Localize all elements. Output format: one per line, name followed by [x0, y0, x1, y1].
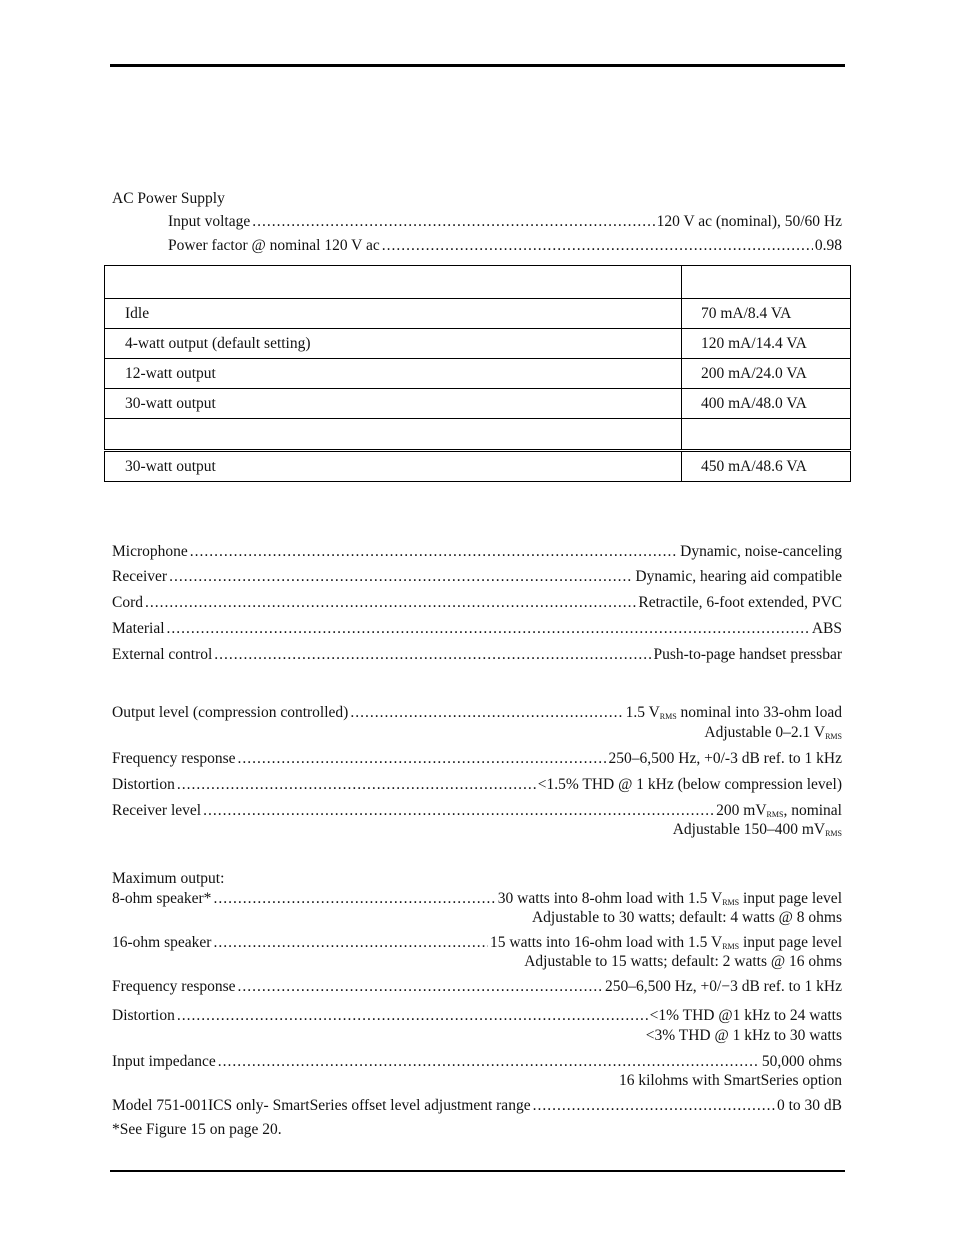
table-cell: 400 mA/48.0 VA	[682, 389, 851, 419]
ac-power-heading: AC Power Supply	[112, 190, 225, 207]
spec-microphone	[112, 541, 842, 563]
spec-value: 1.5 $V_{RMS}$ nominal into 33-ohm load	[625, 704, 842, 721]
spec-external-control	[112, 644, 842, 666]
spec-label: Power factor @ nominal 120 V ac	[168, 237, 380, 254]
max-output-label: Maximum output:	[112, 870, 225, 887]
table-row	[105, 299, 851, 329]
spec-label: Distortion	[112, 1007, 175, 1024]
leader-dots	[145, 592, 636, 614]
leader-dots	[213, 888, 495, 910]
spec-amp-distortion	[112, 1005, 842, 1027]
spec-label: 8-ohm speaker*	[112, 890, 212, 907]
spec-label: Frequency response	[112, 978, 236, 995]
spec-value: Dynamic, noise-canceling	[680, 543, 842, 560]
table-cell: 200 mA/24.0 VA	[682, 359, 851, 389]
spec-distortion	[112, 774, 842, 796]
spec-receiver-level	[112, 800, 842, 822]
footnote: *See Figure 15 on page 20.	[112, 1121, 282, 1138]
table-row	[105, 359, 851, 389]
table-cell: 4-watt output (default setting)	[105, 329, 682, 359]
spec-input-voltage	[168, 211, 842, 233]
header-rule	[110, 64, 845, 67]
spec-16-ohm-adjust: Adjustable to 15 watts; default: 2 watts @ 16 ohms	[524, 953, 842, 970]
spec-8-ohm-adjust: Adjustable to 30 watts; default: 4 watts @ 8 ohms	[531, 909, 842, 926]
leader-dots	[252, 211, 654, 233]
leader-dots	[177, 774, 536, 796]
spec-frequency-response	[112, 748, 842, 770]
spec-amp-distortion-line2: <3% THD @ 1 kHz to 30 watts	[645, 1027, 842, 1044]
footer-rule	[110, 1170, 845, 1172]
spec-amp-frequency-response	[112, 976, 842, 998]
table-header-cell	[105, 266, 682, 299]
spec-value: 30 watts into 8-ohm load with 1.5 $V_{RMS}$ input page level	[497, 890, 842, 907]
spec-value: 0.98	[814, 237, 842, 254]
spec-value: 120 V ac (nominal), 50/60 Hz	[656, 213, 842, 230]
leader-dots	[203, 800, 714, 822]
leader-dots	[169, 566, 633, 588]
spec-value: <1.5% THD @ 1 kHz (below compression level)	[537, 776, 842, 793]
spec-label: Input voltage	[168, 213, 251, 230]
spec-value: 15 watts into 16-ohm load with 1.5 $V_{RMS}$ input page level	[490, 934, 842, 951]
spec-output-level-adjust: Adjustable 0–2.1 $V_{RMS}$	[704, 724, 842, 741]
table-header-row	[105, 266, 851, 299]
spec-value: Retractile, 6-foot extended, PVC	[638, 594, 842, 611]
spec-receiver	[112, 566, 842, 588]
leader-dots	[382, 235, 813, 257]
table-cell: 30-watt output	[105, 451, 682, 482]
leader-dots	[218, 1051, 760, 1073]
spec-label: External control	[112, 646, 213, 663]
spec-8-ohm-speaker	[112, 888, 842, 910]
spec-input-impedance	[112, 1051, 842, 1073]
table-cell: Idle	[105, 299, 682, 329]
table-section-cell	[105, 419, 682, 451]
leader-dots	[190, 541, 678, 563]
table-section-row	[105, 419, 851, 451]
table-cell: 120 mA/14.4 VA	[682, 329, 851, 359]
spec-label: Output level (compression controlled)	[112, 704, 349, 721]
spec-material	[112, 618, 842, 640]
spec-value: 250–6,500 Hz, +0/−3 dB ref. to 1 kHz	[604, 978, 842, 995]
spec-value: Push-to-page handset pressbar	[653, 646, 842, 663]
spec-offset-range	[112, 1095, 842, 1117]
spec-label: Receiver level	[112, 802, 202, 819]
table-cell: 30-watt output	[105, 389, 682, 419]
spec-label: Distortion	[112, 776, 175, 793]
leader-dots	[238, 748, 607, 770]
leader-dots	[213, 932, 488, 954]
spec-value: 250–6,500 Hz, +0/-3 dB ref. to 1 kHz	[608, 750, 842, 767]
spec-label: Cord	[112, 594, 143, 611]
table-row	[105, 389, 851, 419]
spec-receiver-level-adjust: Adjustable 150–400 $mV_{RMS}$	[672, 821, 842, 838]
spec-value: ABS	[811, 620, 842, 637]
spec-value: 200 $mV_{RMS}$, nominal	[716, 802, 842, 819]
leader-dots	[238, 976, 603, 998]
table-section-cell	[682, 419, 851, 451]
spec-value: 50,000 ohms	[761, 1053, 842, 1070]
table-cell: 70 mA/8.4 VA	[682, 299, 851, 329]
spec-label: 16-ohm speaker	[112, 934, 212, 951]
leader-dots	[177, 1005, 648, 1027]
spec-power-factor	[168, 235, 842, 257]
power-consumption-table	[104, 265, 851, 482]
spec-16-ohm-speaker	[112, 932, 842, 954]
spec-value: <1% THD @1 kHz to 24 watts	[649, 1007, 842, 1024]
spec-label: Receiver	[112, 568, 168, 585]
spec-cord	[112, 592, 842, 614]
table-cell: 12-watt output	[105, 359, 682, 389]
spec-label: Input impedance	[112, 1053, 216, 1070]
table-row	[105, 329, 851, 359]
spec-label: Material	[112, 620, 165, 637]
table-header-cell	[682, 266, 851, 299]
leader-dots	[533, 1095, 775, 1117]
spec-value: 0 to 30 dB	[776, 1097, 842, 1114]
spec-label: Microphone	[112, 543, 188, 560]
table-row	[105, 451, 851, 482]
table-cell: 450 mA/48.6 VA	[682, 451, 851, 482]
leader-dots	[350, 702, 623, 724]
spec-input-impedance-line2: 16 kilohms with SmartSeries option	[618, 1072, 842, 1089]
leader-dots	[214, 644, 651, 666]
spec-output-level	[112, 702, 842, 724]
leader-dots	[167, 618, 810, 640]
spec-label: Frequency response	[112, 750, 236, 767]
spec-value: Dynamic, hearing aid compatible	[635, 568, 842, 585]
spec-label: Model 751-001ICS only- SmartSeries offset level adjustment range	[112, 1097, 531, 1114]
